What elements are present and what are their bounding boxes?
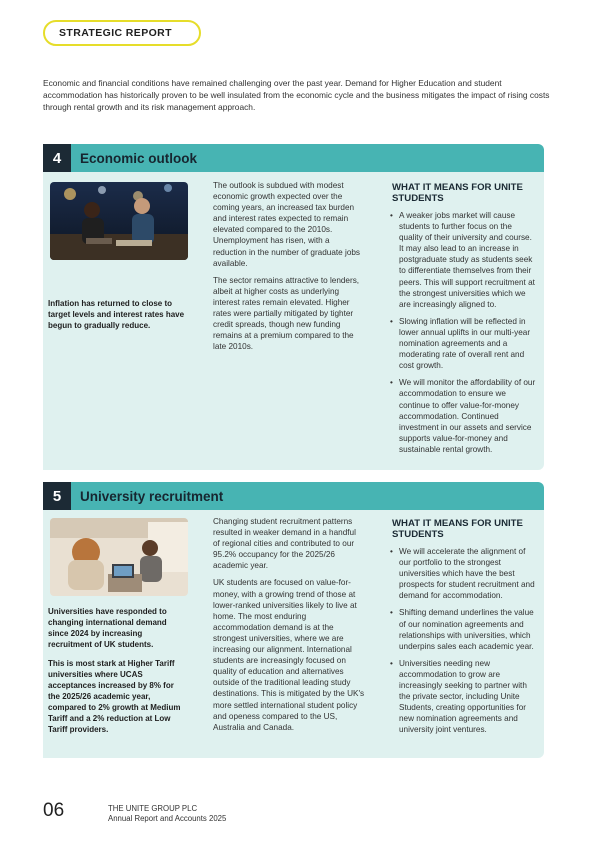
what-it-means-title: WHAT IT MEANS FOR UNITE STUDENTS xyxy=(392,518,523,540)
what-it-means-column xyxy=(392,518,537,742)
page-number: 06 xyxy=(43,800,65,821)
section-header xyxy=(43,482,544,510)
caption-text: Universities have responded to changing international demand since 2024 by increasing recruitment of UK students. xyxy=(48,607,167,649)
what-it-means-column xyxy=(392,182,537,461)
section-badge: STRATEGIC REPORT xyxy=(43,20,201,46)
section-title: University recruitment xyxy=(80,488,224,504)
section-caption xyxy=(48,606,188,735)
list-item: • A weaker jobs market will cause students to further focus on the quality of their university and course. It may also lead to an increase in postgraduate study as students seek to differentiate themselves from their peers. This will support recruitment at the strongest universities which we are increasingly aligned to. xyxy=(392,210,537,310)
body-paragraph: Changing student recruitment patterns resulted in weaker demand in a handful of regional cities and contributed to our 95.2% occupancy for the 2025/26 academic year. xyxy=(213,517,356,571)
caption-text: Inflation has returned to close to target levels and interest rates have begun to gradually reduce. xyxy=(48,299,185,330)
what-it-means-list xyxy=(392,210,537,455)
section-title: Economic outlook xyxy=(80,150,198,166)
what-it-means-title: WHAT IT MEANS FOR UNITE STUDENTS xyxy=(392,182,523,204)
footer-text xyxy=(108,804,226,824)
intro-paragraph: Economic and financial conditions have remained challenging over the past year. Demand for Higher Education and student accommodation has historically proven to be well insulated from the economic cycle and the business mitigates the impact of rising costs through rental growth and its risk management approach. xyxy=(43,78,550,112)
section-header xyxy=(43,144,544,172)
section-economic-outlook xyxy=(43,144,544,470)
body-column xyxy=(213,180,363,358)
caption-text: This is most stark at Higher Tariff universities where UCAS acceptances increased by 8% for the 2025/26 academic year, compared to 2% growth at Medium Tariff and a 2% reduction at Low Tariff providers. xyxy=(48,659,181,734)
section-university-recruitment xyxy=(43,482,544,758)
photo-student-with-laptop xyxy=(50,518,188,596)
list-item: • We will accelerate the alignment of our portfolio to the strongest universities which have the best prospects for student recruitment and demand for accommodation. xyxy=(392,546,537,601)
section-number: 4 xyxy=(43,144,71,172)
photo-two-people-talking xyxy=(50,182,188,260)
report-name: Annual Report and Accounts 2025 xyxy=(108,814,227,823)
list-item: • Slowing inflation will be reflected in lower annual uplifts in our multi-year nomination agreements and a moderating rate of overall rent and cost growth. xyxy=(392,316,537,371)
list-item: • We will monitor the affordability of our accommodation to ensure we continue to offer value-for-money accommodation. Continued investment in our assets and service supports value-for-money and sustainable rental growth. xyxy=(392,377,537,455)
body-paragraph: The sector remains attractive to lenders, albeit at higher costs as underlying interest rates remain elevated. Higher rates were partially mitigated by tighter credit spreads, though new funding remains at a premium compared to the late 2010s. xyxy=(213,275,360,352)
section-caption xyxy=(48,298,188,331)
list-item: • Universities needing new accommodation to grow are increasingly seeking to partner with the private sector, including Unite Students, creating opportunities for new nomination agreements and university joint ventures. xyxy=(392,658,537,736)
body-paragraph: The outlook is subdued with modest economic growth expected over the coming years, an increased tax burden and interest rates expected to remain elevated compared to the 2010s. Unemployment has risen, with a reduction in the number of graduate jobs available. xyxy=(213,181,361,268)
body-paragraph: UK students are focused on value-for-money, with a growing trend of those at lower-ranked universities likely to live at home. The most enduring accommodation demand is at the strongest universities, where we are increasing our alignment. International students are increasingly focused on quality of education and alternatives outside of the traditional leading study destinations. This is mitigated by the UK's more settled international student policy and openess compared to the US, Australia and Canada. xyxy=(213,578,365,732)
section-number: 5 xyxy=(43,482,71,510)
list-item: • Shifting demand underlines the value of our nomination agreements and relationships with universities, which underpins sales each academic year. xyxy=(392,607,537,651)
body-column xyxy=(213,516,365,739)
company-name: THE UNITE GROUP PLC xyxy=(108,804,198,813)
what-it-means-list xyxy=(392,546,537,736)
